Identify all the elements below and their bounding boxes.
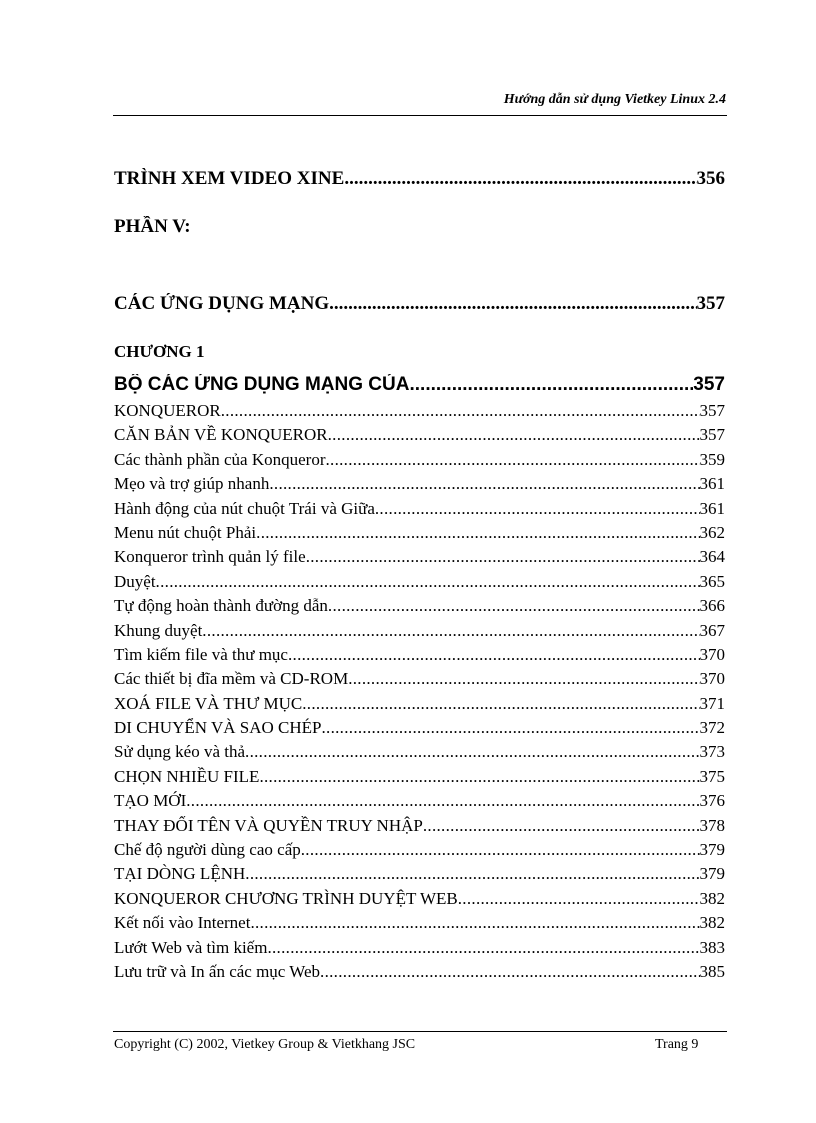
toc-entry-title: Chế độ người dùng cao cấp bbox=[114, 840, 301, 860]
toc-entry-page: 372 bbox=[699, 718, 725, 738]
toc-entry-title: Kết nối vào Internet bbox=[114, 913, 251, 933]
toc-leader bbox=[250, 913, 699, 933]
toc-leader bbox=[321, 718, 699, 738]
toc-leader bbox=[186, 791, 699, 811]
toc-entry bbox=[114, 742, 725, 766]
footer-page-number: Trang 9 bbox=[655, 1037, 699, 1052]
toc-entry-page: 356 bbox=[696, 168, 725, 189]
toc-leader bbox=[344, 168, 696, 190]
toc-entry-page: 364 bbox=[699, 547, 725, 567]
toc-entry-title: Hành động của nút chuột Trái và Giữa bbox=[114, 498, 375, 518]
toc-entry bbox=[114, 547, 725, 571]
toc-entry bbox=[114, 596, 725, 620]
toc-entry-title: Các thành phần của Konqueror bbox=[114, 449, 326, 469]
toc-entry bbox=[114, 499, 725, 523]
toc-leader bbox=[409, 374, 693, 396]
toc-entry bbox=[114, 523, 725, 547]
toc-entry-title: THAY ĐỔI TÊN VÀ QUYỀN TRUY NHẬP bbox=[114, 815, 423, 835]
toc-entry-page: 383 bbox=[699, 937, 725, 957]
toc-entry-video-xine bbox=[114, 168, 725, 190]
toc-entry-page: 365 bbox=[699, 571, 725, 591]
toc-entry bbox=[114, 962, 725, 986]
toc-entry-page: 370 bbox=[699, 644, 725, 664]
toc-entry bbox=[114, 572, 725, 596]
toc-leader bbox=[288, 645, 700, 665]
toc-entry bbox=[114, 621, 725, 645]
toc-entry-page: 366 bbox=[699, 596, 725, 616]
toc-leader bbox=[423, 816, 700, 836]
toc-entry bbox=[114, 864, 725, 888]
toc-entry-title: Menu nút chuột Phải bbox=[114, 522, 257, 542]
toc-leader bbox=[245, 864, 699, 884]
toc-part-label: PHẦN V: bbox=[114, 216, 191, 237]
toc-entry bbox=[114, 694, 725, 718]
toc-entry-title: BỘ CÁC ỨNG DỤNG MẠNG CỦA bbox=[114, 374, 410, 395]
toc-entry-page: 359 bbox=[699, 449, 725, 469]
toc-leader bbox=[375, 499, 700, 519]
toc-entry-page: 361 bbox=[699, 498, 725, 518]
toc-entry-title: CÁC ỨNG DỤNG MẠNG bbox=[114, 293, 330, 314]
toc-leader bbox=[328, 596, 700, 616]
toc-entry-title: CĂN BẢN VỀ KONQUEROR bbox=[114, 425, 328, 445]
toc-entry-page: 378 bbox=[699, 815, 725, 835]
toc-chapter-label: CHƯƠNG 1 bbox=[114, 342, 205, 361]
toc-leader bbox=[245, 742, 699, 762]
toc-leader bbox=[156, 572, 700, 592]
toc-entry bbox=[114, 913, 725, 937]
toc-entry-page: 357 bbox=[699, 425, 725, 445]
toc-leader bbox=[325, 450, 699, 470]
toc-entry bbox=[114, 938, 725, 962]
toc-entry-network-apps bbox=[114, 293, 725, 315]
toc-entry-title: Tự động hoàn thành đường dẫn bbox=[114, 596, 328, 616]
toc-entry-page: 362 bbox=[699, 522, 725, 542]
toc-entry-title: XOÁ FILE VÀ THƯ MỤC bbox=[114, 693, 303, 713]
toc-leader bbox=[306, 547, 700, 567]
toc-entry bbox=[114, 645, 725, 669]
toc-entry bbox=[114, 816, 725, 840]
toc-entry bbox=[114, 450, 725, 474]
toc-entry-page: 379 bbox=[699, 840, 725, 860]
toc-entry-page: 370 bbox=[699, 669, 725, 689]
toc-leader bbox=[269, 474, 699, 494]
toc-chapter-heading bbox=[114, 342, 725, 362]
toc-entry-title: CHỌN NHIỀU FILE bbox=[114, 766, 260, 786]
toc-entry-title: KONQUEROR CHƯƠNG TRÌNH DUYỆT WEB bbox=[114, 888, 458, 908]
toc-entry-title: Lưu trữ và In ấn các mục Web bbox=[114, 961, 321, 981]
toc-entry-page: 357 bbox=[699, 401, 725, 420]
toc-entry bbox=[114, 767, 725, 791]
toc-entry bbox=[114, 474, 725, 498]
toc-leader bbox=[328, 425, 700, 445]
toc-entry bbox=[114, 889, 725, 913]
toc-entry-title: Konqueror trình quản lý file bbox=[114, 547, 306, 567]
toc-entry bbox=[114, 425, 725, 449]
toc-entry-title: KONQUEROR bbox=[114, 401, 221, 420]
toc-entry-title: TRÌNH XEM VIDEO XINE bbox=[114, 168, 345, 189]
toc-entry-title: Sử dụng kéo và thả bbox=[114, 742, 246, 762]
toc-entry-page: 357 bbox=[696, 293, 725, 314]
toc-leader bbox=[259, 767, 699, 787]
toc-entry-title: Các thiết bị đĩa mềm và CD-ROM bbox=[114, 669, 349, 689]
toc-entry-title: Lướt Web và tìm kiếm bbox=[114, 937, 268, 957]
toc-entry-page: 361 bbox=[699, 474, 725, 494]
toc-entry bbox=[114, 401, 725, 425]
toc-leader bbox=[348, 669, 699, 689]
toc-leader bbox=[256, 523, 699, 543]
toc-entry-page: 375 bbox=[699, 766, 725, 786]
toc-entry bbox=[114, 791, 725, 815]
footer-copyright: Copyright (C) 2002, Vietkey Group & Vietkhang JSC bbox=[114, 1037, 416, 1052]
toc-list bbox=[114, 401, 725, 986]
toc-entry-title: Tìm kiếm file và thư mục bbox=[114, 644, 288, 664]
toc-entry-title: Khung duyệt bbox=[114, 620, 203, 640]
toc-leader bbox=[458, 889, 700, 909]
toc-leader bbox=[301, 840, 700, 860]
toc-entry-title: Duyệt bbox=[114, 571, 156, 591]
toc-entry-title: DI CHUYỂN VÀ SAO CHÉP bbox=[114, 718, 322, 738]
toc-part-heading bbox=[114, 216, 725, 238]
toc-leader bbox=[320, 962, 699, 982]
toc-leader bbox=[302, 694, 699, 714]
toc-entry-page: 382 bbox=[699, 913, 725, 933]
toc-entry-title: TẠI DÒNG LỆNH bbox=[114, 864, 246, 884]
toc-entry-page: 371 bbox=[699, 693, 725, 713]
header-title: Hướng dẫn sử dụng Vietkey Linux 2.4 bbox=[503, 92, 726, 107]
toc-leader bbox=[202, 621, 699, 641]
toc-entry bbox=[114, 718, 725, 742]
toc-entry bbox=[114, 840, 725, 864]
toc-entry-chapter-title bbox=[114, 374, 725, 396]
footer-rule bbox=[113, 1031, 727, 1032]
toc-entry-page: 357 bbox=[693, 374, 725, 395]
toc-leader bbox=[329, 293, 696, 315]
toc-entry-page: 373 bbox=[699, 742, 725, 762]
toc-entry-page: 376 bbox=[699, 791, 725, 811]
header-rule bbox=[113, 115, 727, 116]
toc-entry-title: TẠO MỚI bbox=[114, 791, 187, 811]
toc-entry-page: 382 bbox=[699, 888, 725, 908]
toc-entry-page: 385 bbox=[699, 961, 725, 981]
toc-leader bbox=[221, 401, 700, 421]
toc-entry-page: 379 bbox=[699, 864, 725, 884]
toc-leader bbox=[267, 938, 699, 958]
toc-entry-page: 367 bbox=[699, 620, 725, 640]
toc-entry-title: Mẹo và trợ giúp nhanh bbox=[114, 474, 270, 494]
toc-entry bbox=[114, 669, 725, 693]
